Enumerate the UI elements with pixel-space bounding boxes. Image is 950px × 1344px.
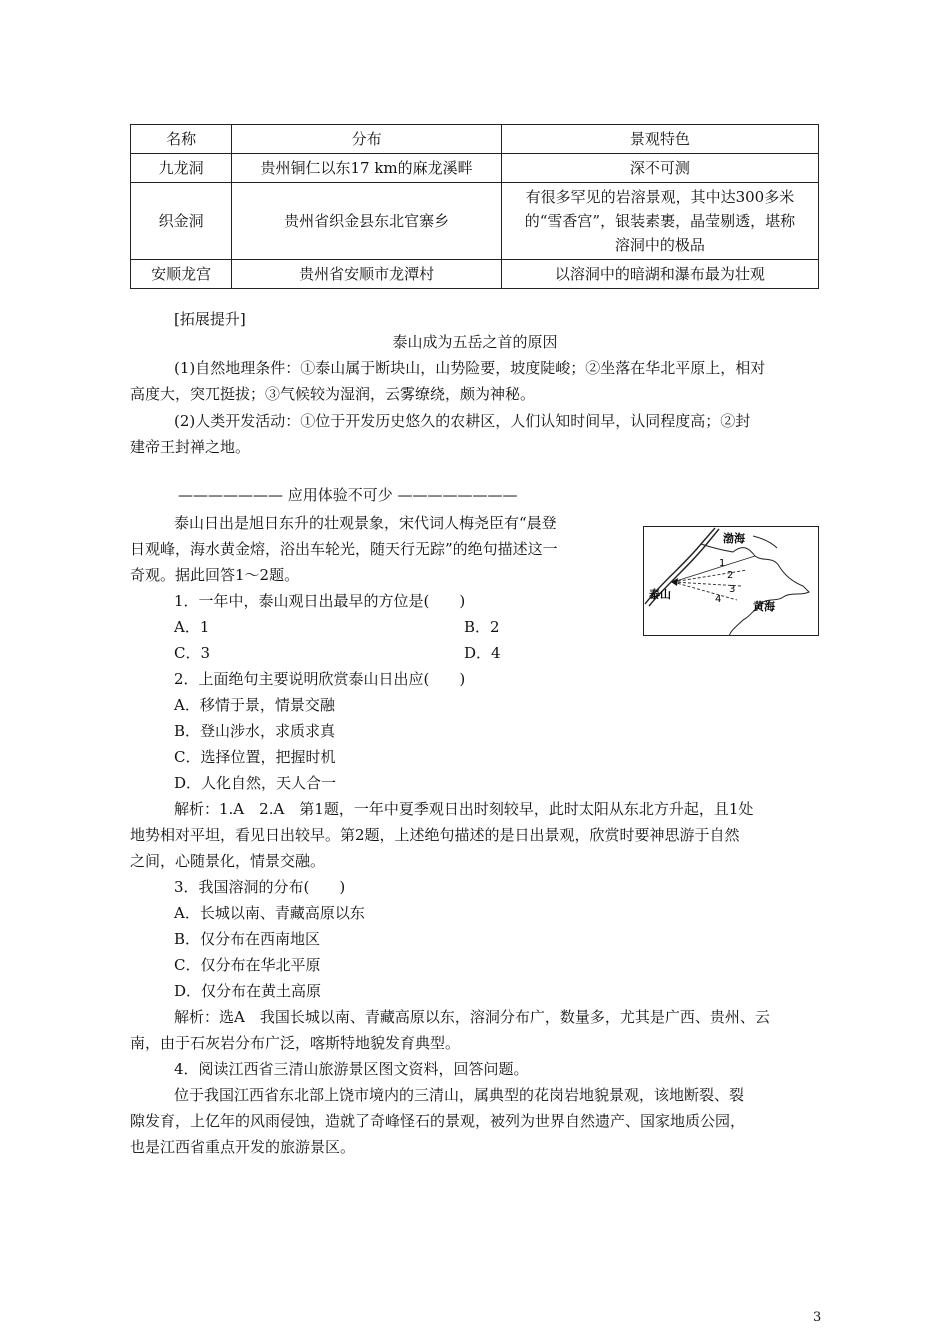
option: C．3 xyxy=(174,644,211,662)
paragraph-line: 建帝王封禅之地。 xyxy=(130,438,251,456)
table-cell: 安顺龙宫 xyxy=(131,260,232,289)
direction-label: 3 xyxy=(729,584,736,595)
table-cell: 九龙洞 xyxy=(131,154,232,183)
table-row xyxy=(131,154,819,183)
paragraph-line: 也是江西省重点开发的旅游景区。 xyxy=(130,1138,356,1156)
option: B．2 xyxy=(464,618,500,636)
table-cell xyxy=(501,183,818,260)
section-tag: [拓展提升] xyxy=(174,310,246,328)
table-cell-line: 的“雪香宫”，银装素裹，晶莹剔透，堪称 xyxy=(524,212,796,230)
table-header-row xyxy=(131,125,819,154)
question-2: 2．上面绝句主要说明欣赏泰山日出应( ) xyxy=(174,670,466,688)
option: C．仅分布在华北平原 xyxy=(174,956,321,974)
map-label: 黄海 xyxy=(753,600,775,613)
answer-line: 解析：1.A 2.A 第1题，一年中夏季观日出时刻较早，此时太阳从东北方升起，且1处 xyxy=(174,800,754,818)
table-header: 分布 xyxy=(232,125,502,154)
option: A．移情于景，情景交融 xyxy=(174,696,335,714)
taishan-sunrise-map xyxy=(643,526,819,636)
table-header: 名称 xyxy=(131,125,232,154)
table-cell-line: 溶洞中的极品 xyxy=(614,236,705,254)
table-cell: 贵州铜仁以东17 km的麻龙溪畔 xyxy=(232,154,502,183)
paragraph-line: 高度大，突兀挺拔；③气候较为湿润，云雾缭绕，颇为神秘。 xyxy=(130,385,536,403)
paragraph-line: 泰山日出是旭日东升的壮观景象，宋代词人梅尧臣有“晨登 xyxy=(174,514,557,532)
section-title: 泰山成为五岳之首的原因 xyxy=(392,333,558,351)
answer-line: 南，由于石灰岩分布广泛，喀斯特地貌发育典型。 xyxy=(130,1034,461,1052)
paragraph-line: 隙发育，上亿年的风雨侵蚀，造就了奇峰怪石的景观，被列为世界自然遗产、国家地质公园， xyxy=(130,1112,746,1130)
option: C．选择位置，把握时机 xyxy=(174,748,336,766)
direction-label: 2 xyxy=(727,570,734,581)
table-row xyxy=(131,260,819,289)
option: B．登山涉水，求质求真 xyxy=(174,722,336,740)
section-divider: ——————— 应用体验不可少 ———————— xyxy=(178,486,518,504)
question-4: 4．阅读江西省三清山旅游景区图文资料，回答问题。 xyxy=(174,1060,529,1078)
answer-line: 解析：选A 我国长城以南、青藏高原以东，溶洞分布广，数量多，尤其是广西、贵州、云 xyxy=(174,1008,770,1026)
table-cell: 以溶洞中的暗湖和瀑布最为壮观 xyxy=(501,260,818,289)
paragraph-line: (2)人类开发活动：①位于开发历史悠久的农耕区，人们认知时间早，认同程度高；②封 xyxy=(174,412,751,430)
table-cell-line: 有很多罕见的岩溶景观，其中达300多米 xyxy=(525,188,795,206)
answer-line: 地势相对平坦，看见日出较早。第2题，上述绝句描述的是日出景观，欣赏时要神思游于自然 xyxy=(130,826,740,844)
table-header: 景观特色 xyxy=(501,125,818,154)
table-row xyxy=(131,183,819,260)
option: D．仅分布在黄土高原 xyxy=(174,982,322,1000)
option: A．长城以南、青藏高原以东 xyxy=(174,904,365,922)
paragraph-line: 位于我国江西省东北部上饶市境内的三清山，属典型的花岗岩地貌景观，该地断裂、裂 xyxy=(174,1086,745,1104)
table-cell: 贵州省安顺市龙潭村 xyxy=(232,260,502,289)
cave-table xyxy=(130,124,819,289)
map-label: 泰山 xyxy=(649,588,671,601)
direction-label: 1 xyxy=(719,558,726,569)
map-label: 渤海 xyxy=(723,532,745,545)
table-cell: 织金洞 xyxy=(131,183,232,260)
answer-line: 之间，心随景化，情景交融。 xyxy=(130,852,326,870)
option: A．1 xyxy=(174,618,210,636)
direction-label: 4 xyxy=(715,594,722,605)
option: D．4 xyxy=(464,644,501,662)
paragraph-line: 奇观。据此回答1～2题。 xyxy=(130,566,300,584)
table-cell: 深不可测 xyxy=(501,154,818,183)
option: D．人化自然，天人合一 xyxy=(174,774,337,792)
page-number: 3 xyxy=(813,1310,822,1325)
question-1: 1．一年中，泰山观日出最早的方位是( ) xyxy=(174,592,466,610)
question-3: 3．我国溶洞的分布( ) xyxy=(174,878,346,896)
paragraph-line: 日观峰，海水黄金熔，浴出车轮光，随天行无踪”的绝句描述这一 xyxy=(130,540,558,558)
table-cell: 贵州省织金县东北官寨乡 xyxy=(232,183,502,260)
paragraph-line: (1)自然地理条件：①泰山属于断块山，山势险要，坡度陡峻；②坐落在华北平原上，相对 xyxy=(174,359,766,377)
option: B．仅分布在西南地区 xyxy=(174,930,321,948)
